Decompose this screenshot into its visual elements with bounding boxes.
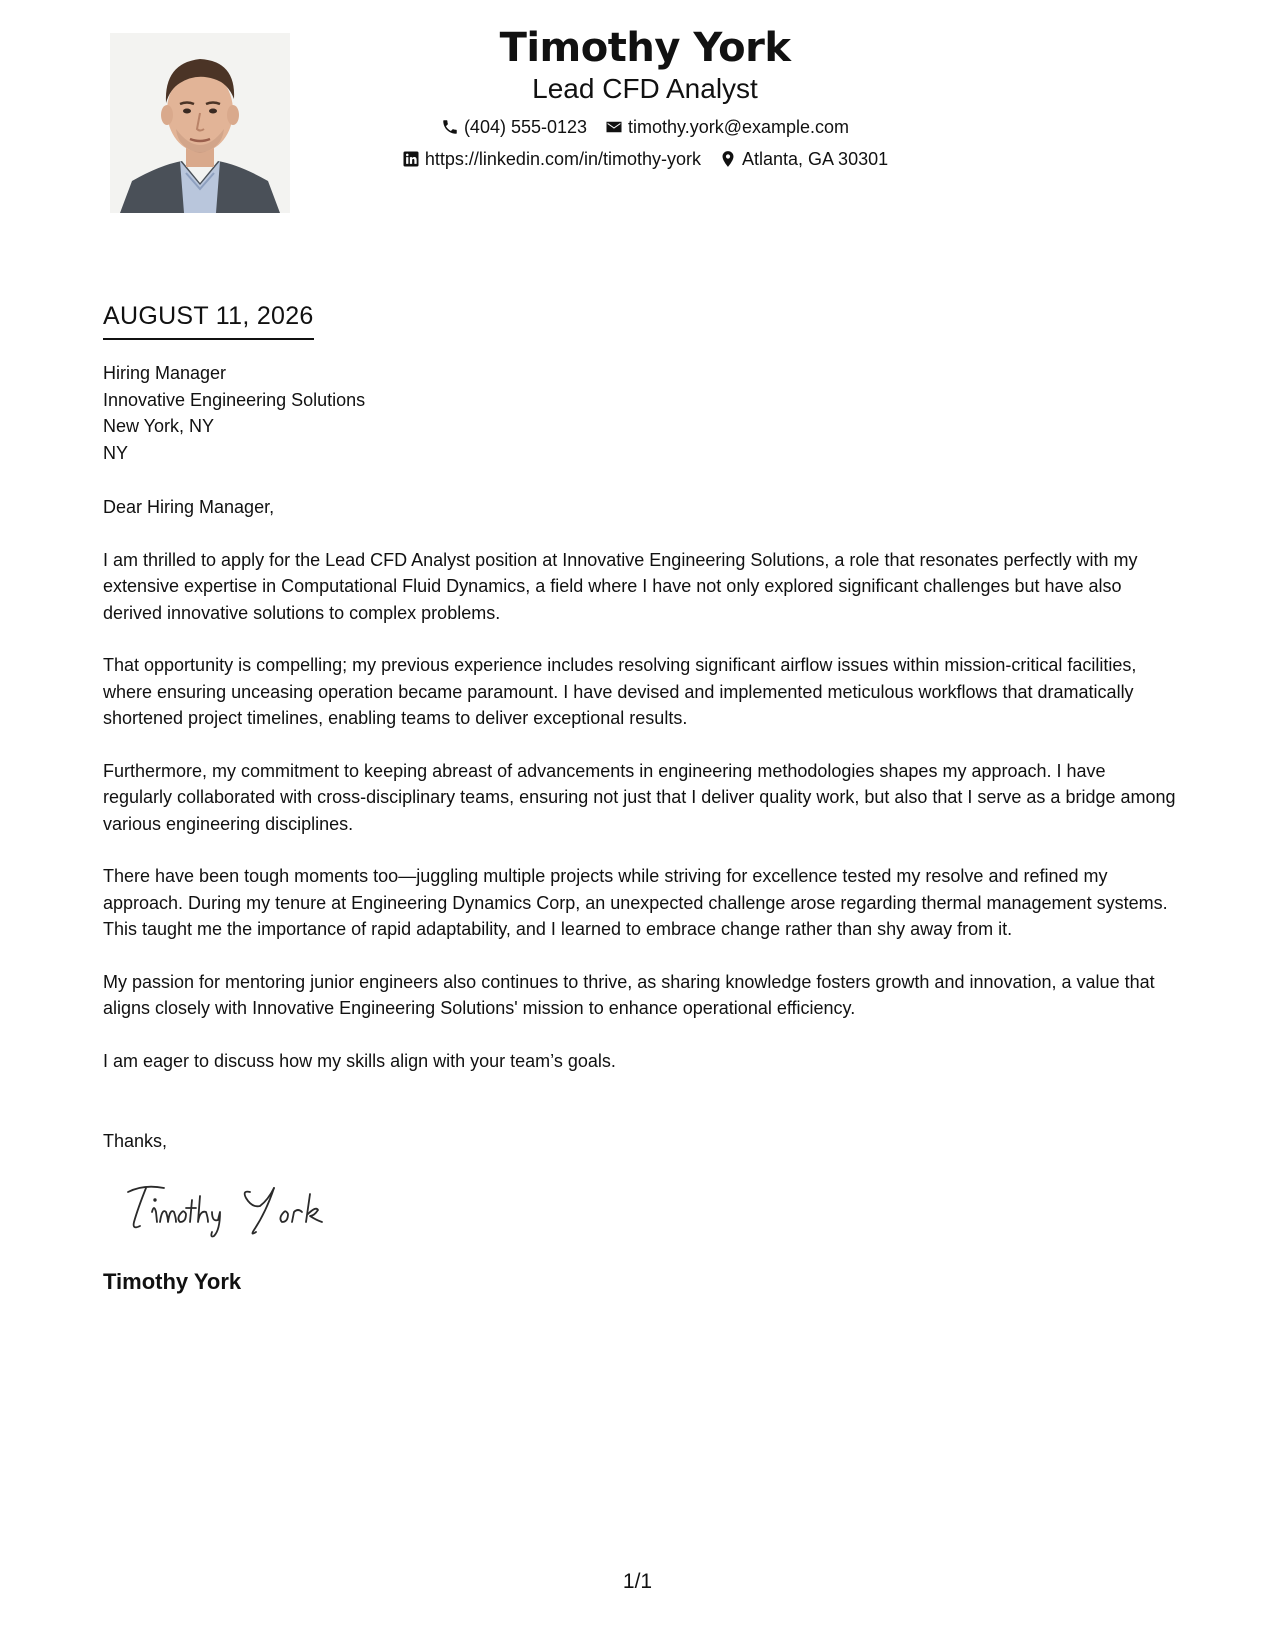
body-paragraph: There have been tough moments too—juggling multiple projects while striving for excellence tested my resolve and refined my approach. During my tenure at Engineering Dynamics Corp, an unexpected challenge arose regarding thermal management systems. This taught me the importance of rapid adaptability, and I learned to embrace change rather than shy away from it. (103, 866, 1168, 939)
profile-photo (110, 33, 290, 213)
contact-row-1 (330, 116, 960, 138)
closing-text: Thanks, (103, 1131, 168, 1151)
recipient-line: Hiring Manager (103, 363, 227, 383)
page-number: 1/1 (622, 1570, 653, 1593)
applicant-name: Timothy York (499, 25, 791, 71)
phone-text: (404) 555-0123 (463, 117, 588, 137)
salutation: Dear Hiring Manager, (103, 497, 275, 517)
phone-icon (441, 118, 459, 136)
email-text[interactable]: timothy.york@example.com (628, 117, 850, 137)
body-paragraph: My passion for mentoring junior engineers also continues to thrive, as sharing knowledge fosters growth and innovation, a value that aligns closely with Innovative Engineering Solutions' mission to enhance operational efficiency. (103, 971, 1155, 1018)
body-paragraph: That opportunity is compelling; my previous experience includes resolving significant airflow issues within mission-critical facilities, where ensuring unceasing operation became paramount. I have devised and implemented meticulous workflows that dramatically shortened project timelines, enabling teams to deliver exceptional results. (103, 655, 1137, 728)
signer-name: Timothy York (103, 1269, 242, 1294)
envelope-icon (605, 118, 623, 136)
contact-phone (441, 116, 587, 138)
body-paragraph: I am eager to discuss how my skills align with your team’s goals. (103, 1050, 616, 1071)
letter-header (330, 22, 960, 170)
body-paragraph: I am thrilled to apply for the Lead CFD Analyst position at Innovative Engineering Solutions, a role that resonates perfectly with my extensive expertise in Computational Fluid Dynamics, a field where I have not only explored significant challenges but have also derived innovative solutions to complex problems. (103, 549, 1138, 623)
linkedin-text[interactable]: https://linkedin.com/in/timothy-york (424, 149, 701, 169)
linkedin-icon (402, 150, 420, 168)
applicant-role: Lead CFD Analyst (532, 73, 758, 104)
recipient-line: Innovative Engineering Solutions (103, 389, 366, 410)
recipient-line: NY (103, 442, 129, 463)
contact-linkedin[interactable] (402, 148, 701, 170)
contact-email[interactable] (605, 116, 849, 138)
recipient-address (103, 360, 365, 466)
map-pin-icon (719, 150, 737, 168)
letter-date: AUGUST 11, 2026 (103, 300, 314, 340)
handwritten-signature (124, 1178, 344, 1238)
contact-location (719, 148, 888, 170)
body-paragraph: Furthermore, my commitment to keeping abreast of advancements in engineering methodologies shapes my approach. I have regularly collaborated with cross-disciplinary teams, ensuring not just that I deliver quality work, but also that I serve as a bridge among various engineering disciplines. (103, 760, 1176, 834)
contact-row-2 (330, 148, 960, 170)
letter-body (103, 494, 1178, 1100)
location-text: Atlanta, GA 30301 (742, 149, 889, 169)
recipient-line: New York, NY (103, 416, 215, 436)
